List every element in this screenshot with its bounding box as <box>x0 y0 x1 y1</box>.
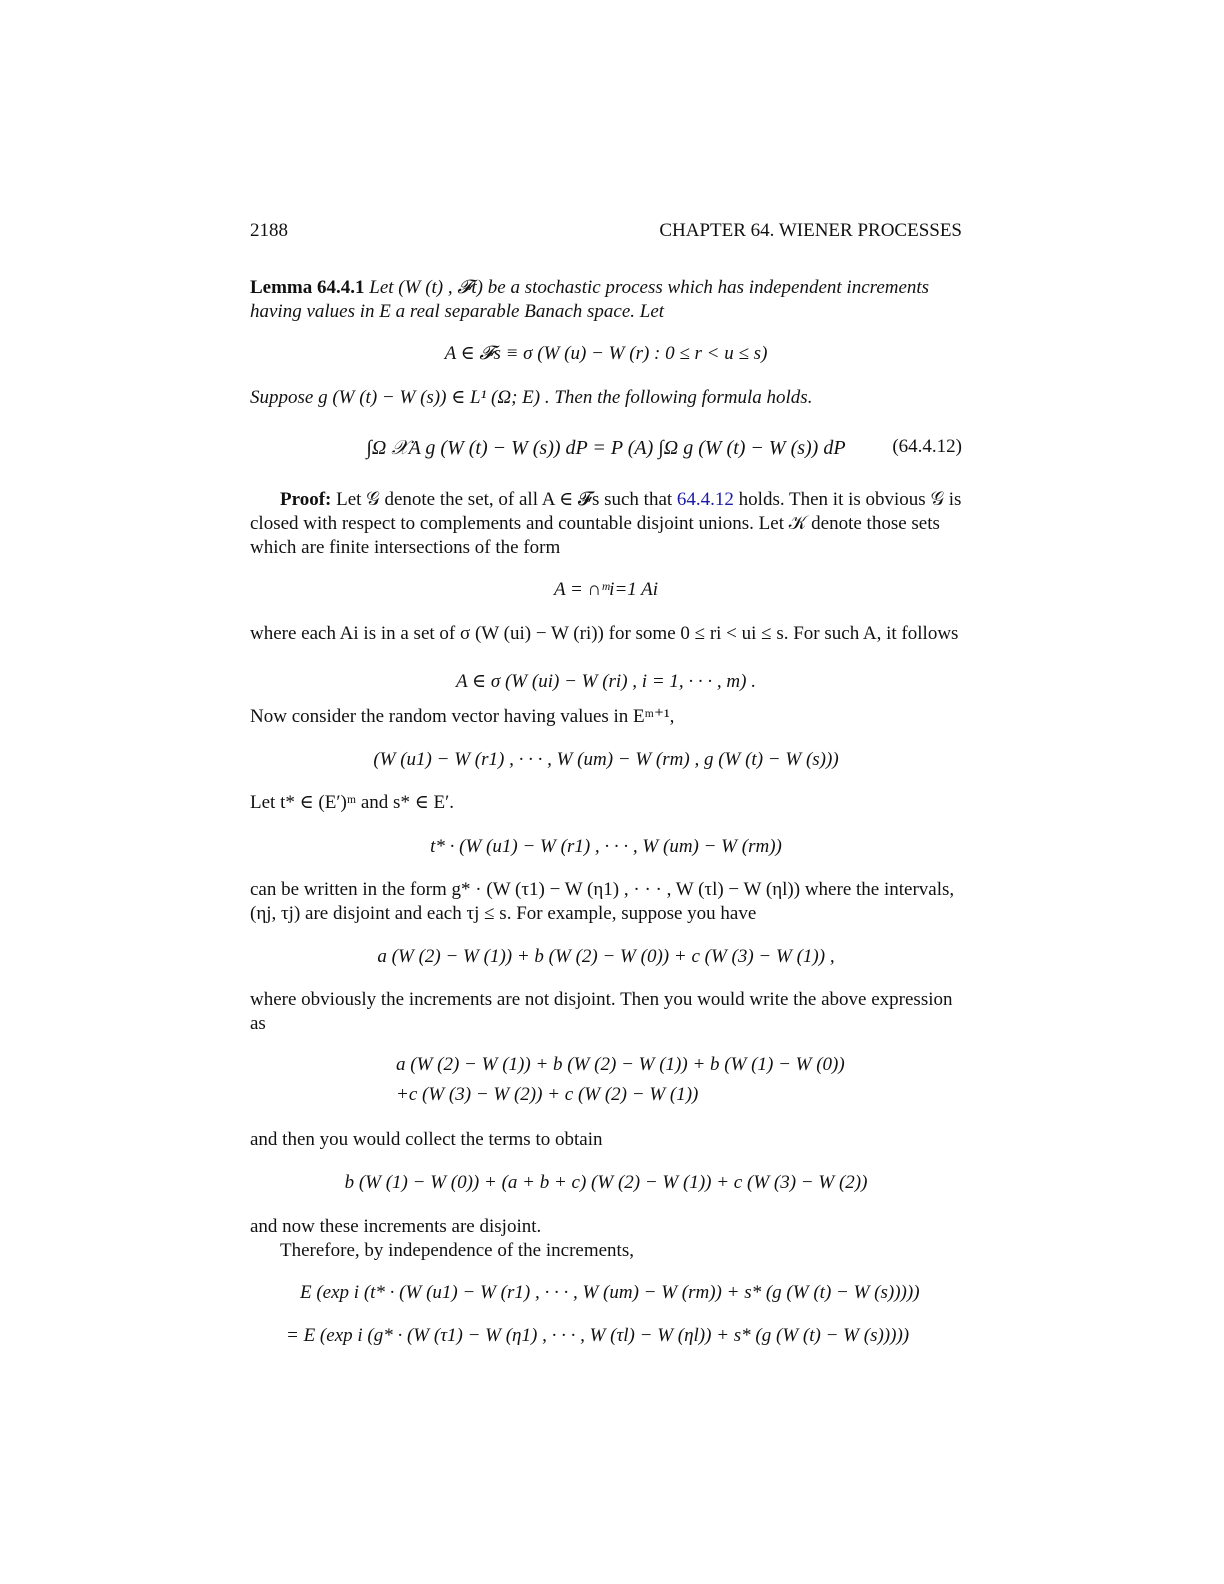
proof-p5-line-2: (ηj, τj) are disjoint and each τj ≤ s. For example, suppose you have <box>250 903 757 924</box>
proof-paragraph-3: Now consider the random vector having values in Eᵐ⁺¹, <box>250 706 675 727</box>
equation-expectation-line-1: E (exp i (t* · (W (u1) − W (r1) , · · · , W (um) − W (rm)) + s* (g (W (t) − W (s))))) <box>300 1282 920 1303</box>
equation-rewrite-line-2: +c (W (3) − W (2)) + c (W (2) − W (1)) <box>396 1084 699 1105</box>
lemma-suppose: Suppose g (W (t) − W (s)) ∈ L¹ (Ω; E) . Then the following formula holds. <box>250 387 813 408</box>
equation-sigma-generated: A ∈ σ (W (ui) − W (ri) , i = 1, · · · , m) . <box>456 671 756 692</box>
equation-sigma-algebra: A ∈ 𝓕s ≡ σ (W (u) − W (r) : 0 ≤ r < u ≤ s) <box>444 343 768 364</box>
equation-number: (64.4.12) <box>892 436 962 457</box>
running-title: CHAPTER 64. WIENER PROCESSES <box>659 220 962 241</box>
equation-intersection: A = ∩ᵐi=1 Ai <box>553 579 659 600</box>
proof-paragraph-6: where obviously the increments are not disjoint. Then you would write the above expression as <box>250 989 953 1034</box>
equation-rewrite-line-1: a (W (2) − W (1)) + b (W (2) − W (1)) + b (W (1) − W (0)) <box>396 1054 845 1075</box>
equation-t-star: t* · (W (u1) − W (r1) , · · · , W (um) − W (rm)) <box>430 836 782 857</box>
proof-p1-a: Let 𝒢 denote the set, of all A ∈ 𝓕s such that <box>331 489 677 510</box>
proof-paragraph-8: and now these increments are disjoint. <box>250 1216 542 1237</box>
lemma-line-1: Let (W (t) , 𝓕t) be a stochastic process which has independent increments <box>369 277 930 298</box>
equation-random-vector: (W (u1) − W (r1) , · · · , W (um) − W (rm) , g (W (t) − W (s))) <box>373 749 839 770</box>
equation-reference-link[interactable]: 64.4.12 <box>676 489 734 510</box>
proof-paragraph-7: and then you would collect the terms to obtain <box>250 1129 603 1150</box>
page-number: 2188 <box>250 220 288 241</box>
equation-collect: b (W (1) − W (0)) + (a + b + c) (W (2) − W (1)) + c (W (3) − W (2)) <box>344 1172 868 1193</box>
equation-expectation-line-2: = E (exp i (g* · (W (τ1) − W (η1) , · · · , W (τl) − W (ηl)) + s* (g (W (t) − W (s))))) <box>286 1325 910 1346</box>
proof-paragraph-4: Let t* ∈ (E′)ᵐ and s* ∈ E′. <box>250 792 455 813</box>
proof-paragraph-1 <box>250 488 962 560</box>
lemma-line-2: having values in E a real separable Banach space. Let <box>250 301 665 322</box>
lemma-title: Lemma 64.4.1 <box>250 277 365 298</box>
proof-paragraph-5 <box>250 878 962 926</box>
equation-example: a (W (2) − W (1)) + b (W (2) − W (0)) + c (W (3) − W (1)) , <box>377 946 835 967</box>
equation-main: ∫Ω 𝒳A g (W (t) − W (s)) dP = P (A) ∫Ω g (W (t) − W (s)) dP <box>366 437 846 459</box>
proof-paragraph-2: where each Ai is in a set of σ (W (ui) − W (ri)) for some 0 ≤ ri < ui ≤ s. For such A, it follows <box>250 623 959 644</box>
proof-p5-line-1: can be written in the form g* · (W (τ1) − W (η1) , · · · , W (τl) − W (ηl)) where the intervals, <box>250 879 955 900</box>
proof-p1-b: holds. Then it is obvious 𝒢 is closed with respect to complements and countable disjoint unions. Let 𝒦 denote those sets which are finite intersections of the form <box>250 489 962 558</box>
lemma-statement <box>250 276 962 324</box>
proof-label: Proof: <box>280 489 332 510</box>
proof-paragraph-9: Therefore, by independence of the increments, <box>280 1240 634 1261</box>
